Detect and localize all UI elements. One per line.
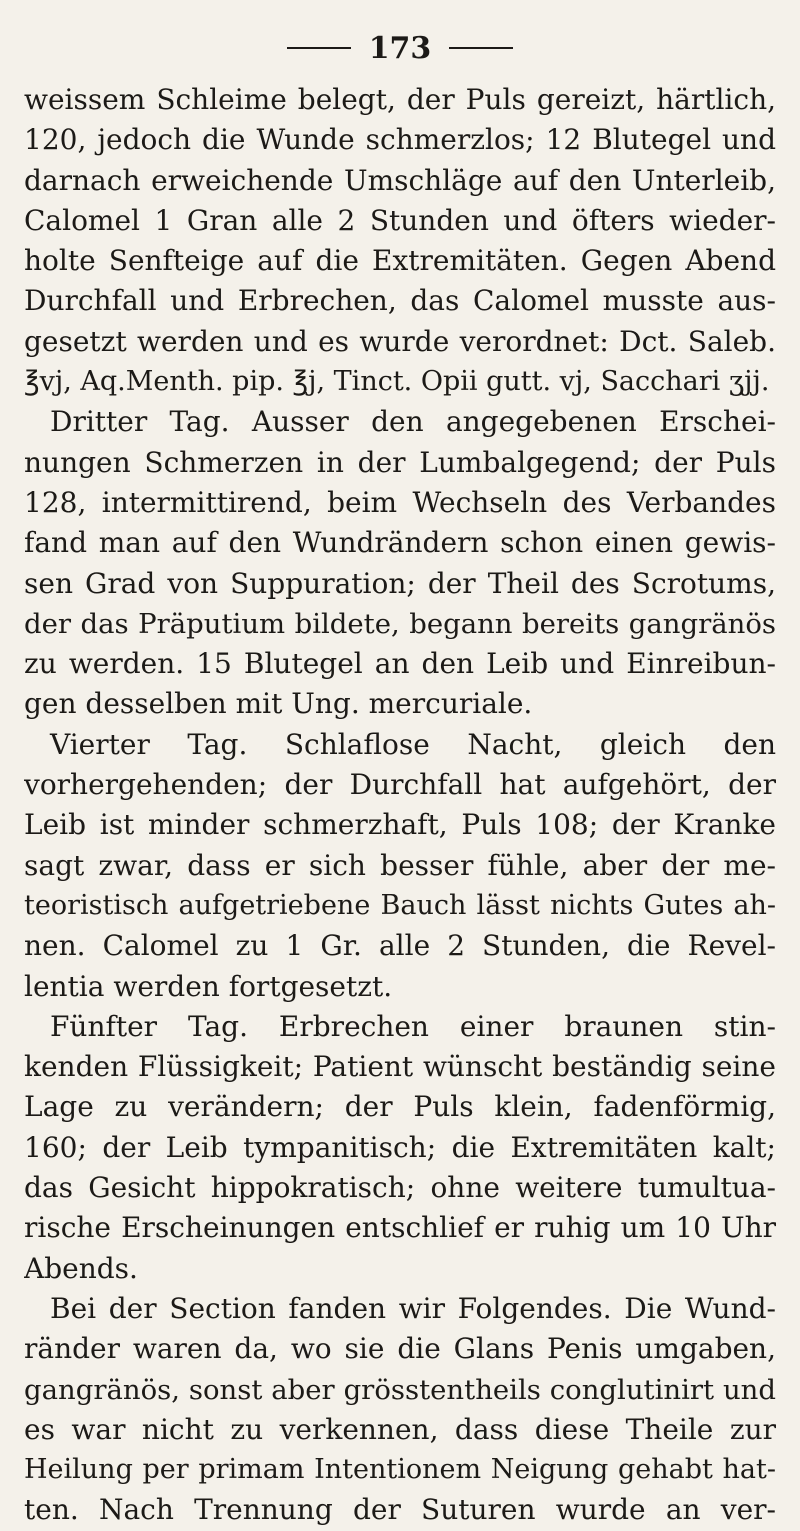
text-line: Durchfall und Erbrechen, das Calomel musste aus- bbox=[24, 284, 776, 318]
text-line: Calomel 1 Gran alle 2 Stunden und öfters wieder- bbox=[24, 203, 776, 237]
text-line: der das Präputium bildete, begann bereits gangränös bbox=[24, 607, 776, 640]
text-line: fand man auf den Wundrändern schon einen gewis- bbox=[24, 526, 776, 560]
text-line: ränder waren da, wo sie die Glans Penis umgaben, bbox=[24, 1332, 776, 1366]
header-rule-left bbox=[287, 47, 351, 49]
text-line: sen Grad von Suppuration; der Theil des Scrotums, bbox=[24, 566, 776, 600]
text-line: gangränös, sonst aber grösstentheils conglutinirt und bbox=[24, 1373, 776, 1406]
text-line: ten. Nach Trennung der Suturen wurde an ver- bbox=[24, 1493, 776, 1527]
text-line: Leib ist minder schmerzhaft, Puls 108; der Kranke bbox=[24, 808, 776, 842]
text-line: weissem Schleime belegt, der Puls gereizt, härtlich, bbox=[24, 83, 776, 116]
text-line: 160; der Leib tympanitisch; die Extremitäten kalt; bbox=[24, 1130, 776, 1164]
text-line: teoristisch aufgetriebene Bauch lässt nichts Gutes ah- bbox=[24, 889, 776, 921]
text-line: nen. Calomel zu 1 Gr. alle 2 Stunden, die Revel- bbox=[24, 929, 776, 963]
text-line: Fünfter Tag. Erbrechen einer braunen stin- bbox=[50, 1009, 776, 1043]
text-line: darnach erweichende Umschläge auf den Unterleib, bbox=[24, 163, 776, 197]
text-line: Heilung per primam Intentionem Neigung gehabt hat- bbox=[24, 1454, 776, 1486]
page-number: 173 bbox=[368, 30, 432, 66]
page-header bbox=[0, 28, 800, 68]
text-line: kenden Flüssigkeit; Patient wünscht beständig seine bbox=[24, 1050, 776, 1084]
text-line: das Gesicht hippokratisch; ohne weitere tumultua- bbox=[24, 1171, 776, 1205]
text-line: gen desselben mit Ung. mercuriale. bbox=[24, 687, 533, 721]
text-line: ℥vj, Aq.Menth. pip. ℥j, Tinct. Opii gutt. vj, Sacchari ʒjj. bbox=[24, 366, 770, 398]
text-line: holte Senfteige auf die Extremitäten. Gegen Abend bbox=[24, 244, 776, 278]
text-line: vorhergehenden; der Durchfall hat aufgehört, der bbox=[24, 768, 776, 802]
text-line: Vierter Tag. Schlaflose Nacht, gleich den bbox=[50, 727, 776, 761]
text-line: lentia werden fortgesetzt. bbox=[24, 969, 393, 1003]
body-text bbox=[24, 80, 776, 1531]
text-line: 120, jedoch die Wunde schmerzlos; 12 Blutegel und bbox=[24, 123, 776, 157]
text-line: Dritter Tag. Ausser den angegebenen Erschei- bbox=[50, 405, 776, 439]
header-rule-right bbox=[449, 47, 513, 49]
text-line: 128, intermittirend, beim Wechseln des Verbandes bbox=[24, 485, 776, 519]
text-line: gesetzt werden und es wurde verordnet: Dct. Saleb. bbox=[24, 324, 776, 358]
text-line: Lage zu verändern; der Puls klein, fadenförmig, bbox=[24, 1090, 776, 1124]
text-line: sagt zwar, dass er sich besser fühle, aber der me- bbox=[24, 848, 776, 882]
text-line: Bei der Section fanden wir Folgendes. Die Wund- bbox=[50, 1291, 776, 1325]
text-line: zu werden. 15 Blutegel an den Leib und Einreibun- bbox=[24, 647, 776, 681]
text-line: rische Erscheinungen entschlief er ruhig um 10 Uhr bbox=[24, 1211, 776, 1245]
text-line: nungen Schmerzen in der Lumbalgegend; der Puls bbox=[24, 445, 776, 479]
text-line: Abends. bbox=[24, 1251, 138, 1285]
text-line: es war nicht zu verkennen, dass diese Theile zur bbox=[24, 1412, 776, 1446]
